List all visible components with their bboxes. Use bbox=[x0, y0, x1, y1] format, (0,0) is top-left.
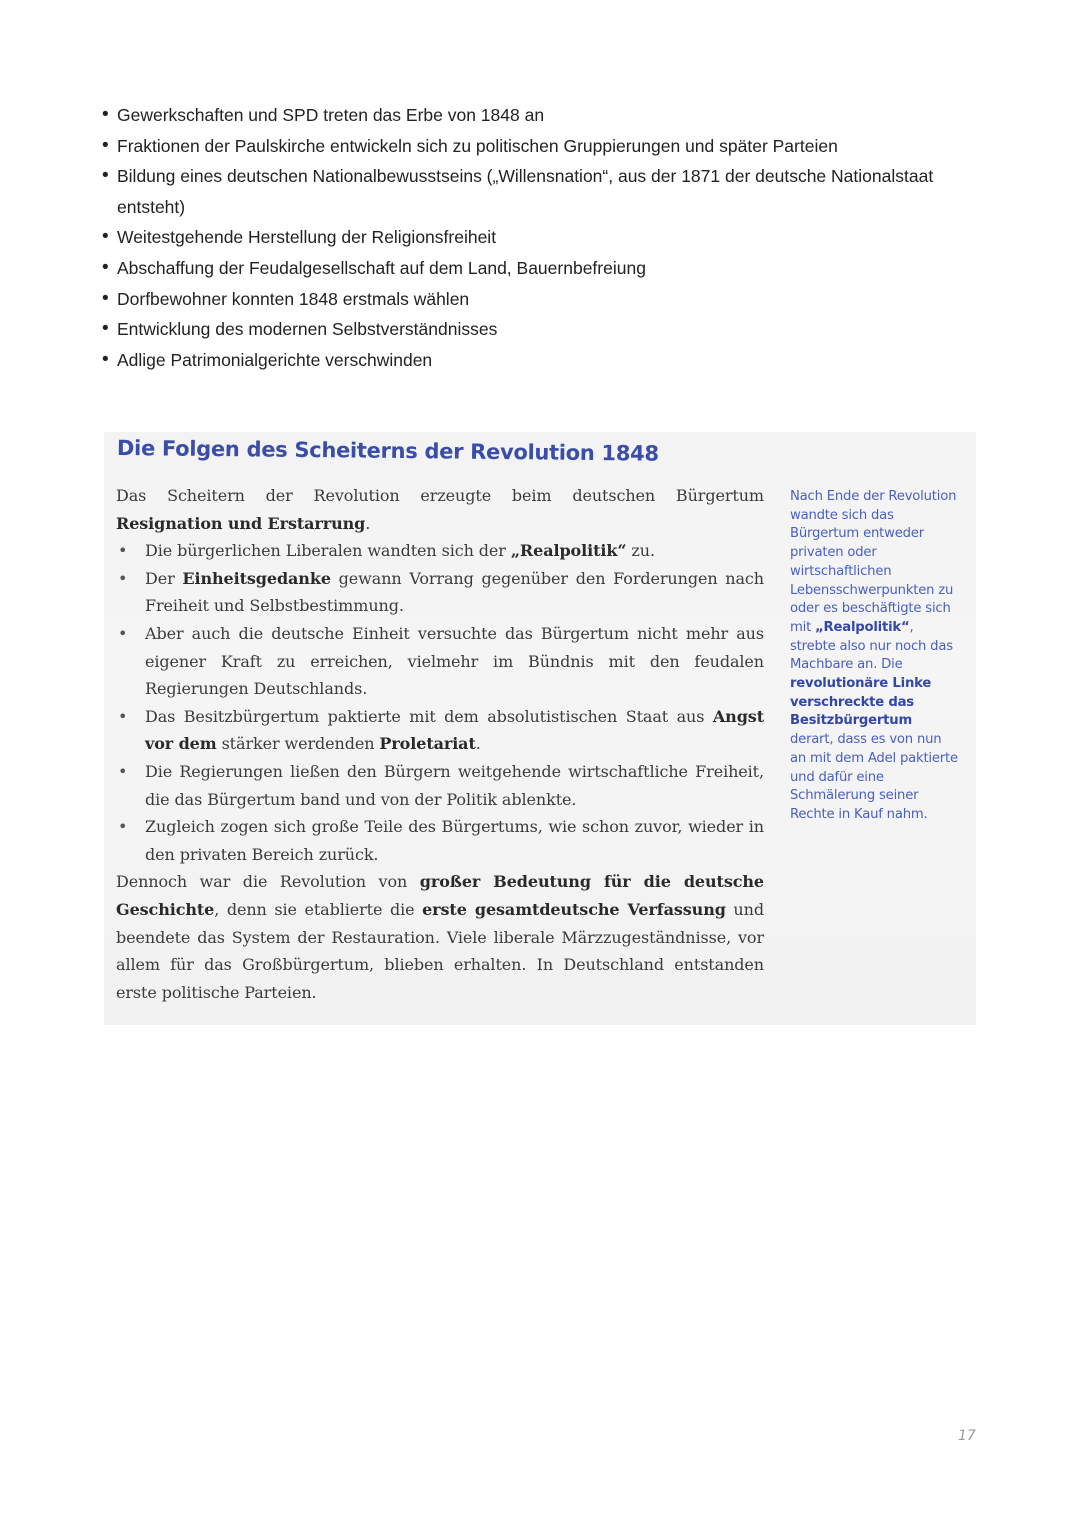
excerpt-title: Die Folgen des Scheiterns der Revolution 1848 bbox=[116, 436, 659, 466]
summary-bullet-item: • Adlige Patrimonialgerichte verschwinden bbox=[102, 345, 982, 376]
excerpt-bullet-item: • Aber auch die deutsche Einheit versuchte das Bürgertum nicht mehr aus eigener Kraft zu erreichen, vielmehr im Bündnis mit den feudalen Regierungen Deutschlands. bbox=[116, 620, 764, 703]
summary-bullet-item: • Bildung eines deutschen Nationalbewusstseins („Willensnation“, aus der 1871 der deutsche Nationalstaat entsteht) bbox=[102, 161, 982, 222]
summary-bullet-item: • Fraktionen der Paulskirche entwickeln sich zu politischen Gruppierungen und später Parteien bbox=[102, 131, 982, 162]
excerpt-bullet-item: • Die bürgerlichen Liberalen wandten sich der „Realpolitik“ zu. bbox=[116, 537, 764, 565]
excerpt-closing: Dennoch war die Revolution von großer Bedeutung für die deutsche Geschichte, denn sie etablierte die erste gesamtdeutsche Verfassung und beendete das System der Restauration. Viele liberale Märzzugeständnisse, vor allem für das Großbürgertum, blieben erhalten. In Deutschland entstanden erste politische Parteien. bbox=[116, 872, 764, 1002]
summary-bullet-list bbox=[102, 100, 982, 375]
summary-bullet-item: • Weitestgehende Herstellung der Religionsfreiheit bbox=[102, 222, 982, 253]
page-number: 17 bbox=[958, 1428, 976, 1444]
excerpt-bullet-list bbox=[116, 537, 764, 868]
excerpt-body bbox=[116, 482, 764, 1006]
excerpt-intro: Das Scheitern der Revolution erzeugte beim deutschen Bürgertum Resignation und Erstarrung. bbox=[116, 486, 764, 533]
excerpt-bullet-item: • Das Besitzbürgertum paktierte mit dem absolutistischen Staat aus Angst vor dem stärker werdenden Proletariat. bbox=[116, 703, 764, 758]
summary-bullet-item: • Gewerkschaften und SPD treten das Erbe von 1848 an bbox=[102, 100, 982, 131]
excerpt-bullet-item: • Die Regierungen ließen den Bürgern weitgehende wirtschaftliche Freiheit, die das Bürgertum band und von der Politik ablenkte. bbox=[116, 758, 764, 813]
margin-note: Nach Ende der Revolution wandte sich das Bürgertum entweder privaten oder wirtschaftlichen Lebensschwerpunkten zu oder es beschäftigte sich mit „Realpolitik“, strebte also nur noch das Machbare an. Die revolutionäre Linke verschreckte das Besitzbürgertum derart, dass es von nun an mit dem Adel paktierte und dafür eine Schmälerung seiner Rechte in Kauf nahm. bbox=[790, 489, 958, 822]
summary-bullet-item: • Entwicklung des modernen Selbstverständnisses bbox=[102, 314, 982, 345]
summary-bullet-item: • Abschaffung der Feudalgesellschaft auf dem Land, Bauernbefreiung bbox=[102, 253, 982, 284]
excerpt-bullet-item: • Der Einheitsgedanke gewann Vorrang gegenüber den Forderungen nach Freiheit und Selbstbestimmung. bbox=[116, 565, 764, 620]
excerpt-bullet-item: • Zugleich zogen sich große Teile des Bürgertums, wie schon zuvor, wieder in den privaten Bereich zurück. bbox=[116, 813, 764, 868]
summary-bullet-item: • Dorfbewohner konnten 1848 erstmals wählen bbox=[102, 284, 982, 315]
textbook-excerpt bbox=[104, 432, 976, 1025]
